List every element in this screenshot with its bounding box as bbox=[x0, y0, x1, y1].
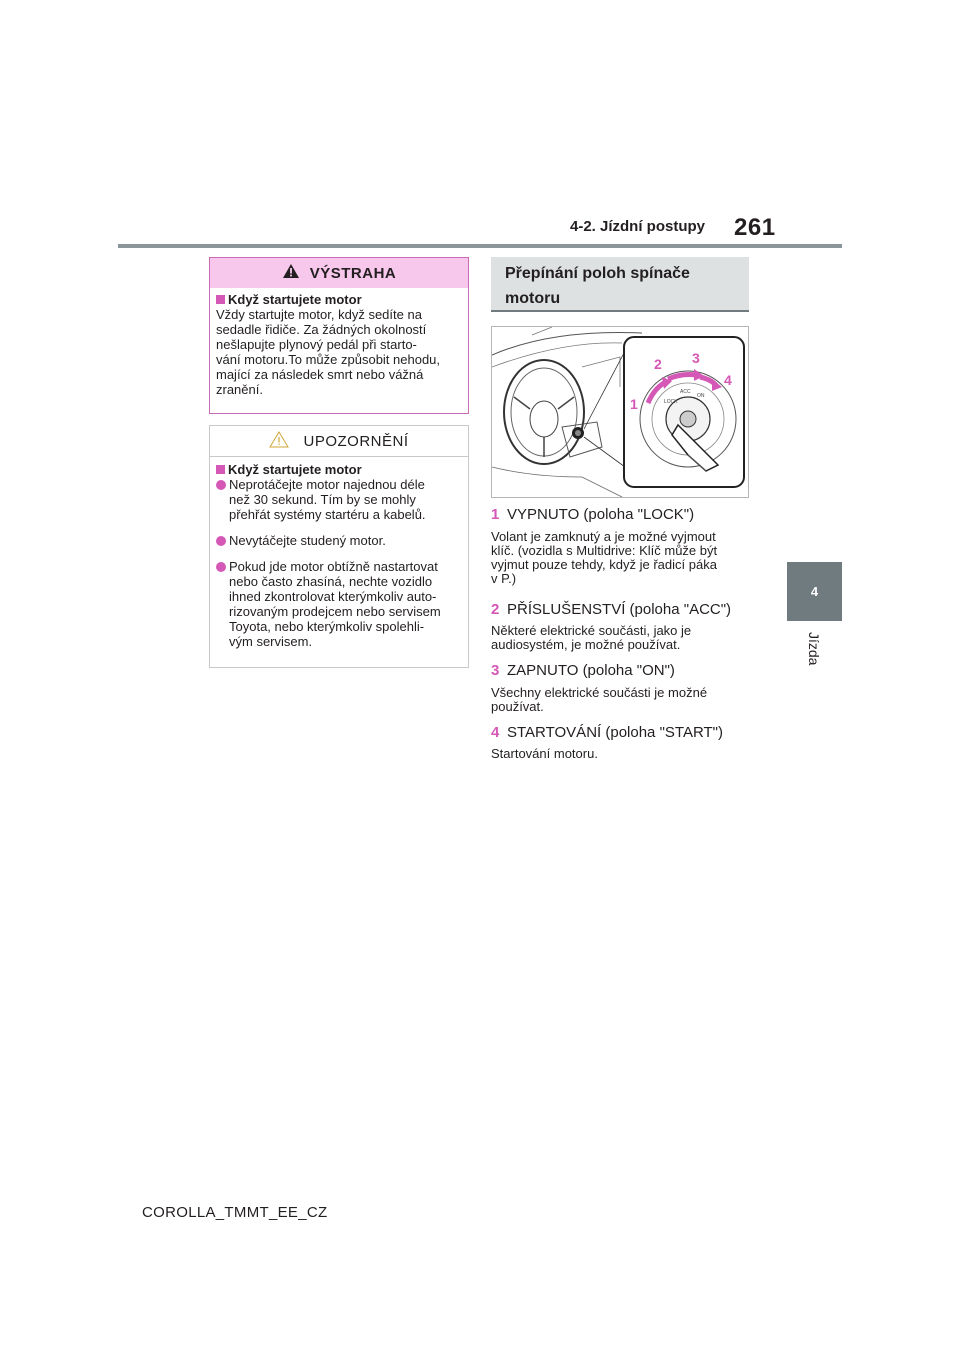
bullet-dot-icon bbox=[216, 562, 226, 572]
callout-4: 4 bbox=[724, 372, 732, 388]
caution-bullet: Neprotáčejte motor najednou déle než 30 sekund. Tím by se mohly přehřát systémy startéru a kabelů. bbox=[216, 477, 462, 522]
warning-triangle-icon bbox=[282, 263, 300, 283]
position-description: Startování motoru. bbox=[491, 746, 598, 761]
warning-line: Vždy startujte motor, když sedíte na bbox=[216, 307, 422, 322]
chapter-tab-number: 4 bbox=[787, 562, 842, 621]
document-code: COROLLA_TMMT_EE_CZ bbox=[142, 1204, 328, 1221]
bullet-dot-icon bbox=[216, 536, 226, 546]
square-bullet-icon bbox=[216, 295, 225, 304]
caution-title: UPOZORNĚNÍ bbox=[303, 432, 409, 450]
ignition-switch-illustration bbox=[491, 326, 749, 498]
caution-box bbox=[209, 425, 469, 668]
position-description: Volant je zamknutý a je možné vyjmout klíč. (vozidla s Multidrive: Klíč může být vyjmut pouze tehdy, když je řadicí páka v P.) bbox=[491, 529, 718, 586]
warning-box bbox=[209, 257, 469, 414]
section-heading: Přepínání poloh spínače motoru bbox=[491, 257, 749, 312]
section-title: 4-2. Jízdní postupy bbox=[570, 218, 706, 235]
ignition-diagram-svg bbox=[492, 327, 748, 497]
callout-1: 1 bbox=[630, 396, 638, 412]
caution-bullet: Nevytáčejte studený motor. bbox=[216, 533, 462, 548]
page-number: 261 bbox=[734, 214, 776, 241]
chapter-tab-label: Jízda bbox=[806, 632, 822, 666]
header-rule bbox=[118, 244, 842, 248]
callout-3: 3 bbox=[692, 350, 700, 366]
svg-text:LOCK: LOCK bbox=[664, 399, 678, 405]
caution-bullet: Pokud jde motor obtížně nastartovat nebo často zhasíná, nechte vozidlo ihned zkontrolovat kterýmkoliv auto- rizovaným prodejcem nebo servisem Toyota, nebo kterýmkoliv spolehli- vým servisem. bbox=[216, 559, 462, 649]
warning-title: VÝSTRAHA bbox=[309, 264, 397, 282]
warning-line: sedadle řidiče. Za žádných okolností bbox=[216, 322, 427, 337]
square-bullet-icon bbox=[216, 465, 225, 474]
position-title: 2 PŘÍSLUŠENSTVÍ (poloha "ACC") bbox=[491, 601, 732, 618]
caution-subheading: Když startujete motor bbox=[216, 462, 462, 477]
svg-text:ON: ON bbox=[697, 393, 705, 399]
position-title: 4 STARTOVÁNÍ (poloha "START") bbox=[491, 724, 723, 741]
warning-header bbox=[210, 258, 468, 288]
position-title: 1 VYPNUTO (poloha "LOCK") bbox=[491, 506, 695, 523]
caution-triangle-icon bbox=[269, 431, 289, 452]
warning-line: mající za následek smrt nebo vážná bbox=[216, 367, 424, 382]
position-description: Všechny elektrické součásti je možné používat. bbox=[491, 685, 708, 714]
position-title: 3 ZAPNUTO (poloha "ON") bbox=[491, 662, 675, 679]
warning-subheading: Když startujete motor bbox=[216, 292, 462, 307]
warning-line: nešlapujte plynový pedál při starto- bbox=[216, 337, 417, 352]
svg-text:ACC: ACC bbox=[680, 389, 691, 395]
bullet-dot-icon bbox=[216, 480, 226, 490]
warning-line: zranění. bbox=[216, 382, 263, 397]
position-description: Některé elektrické součásti, jako je audiosystém, je možné používat. bbox=[491, 623, 692, 652]
caution-header bbox=[210, 426, 468, 457]
callout-2: 2 bbox=[654, 356, 662, 372]
warning-line: vání motoru.To může způsobit nehodu, bbox=[216, 352, 441, 367]
